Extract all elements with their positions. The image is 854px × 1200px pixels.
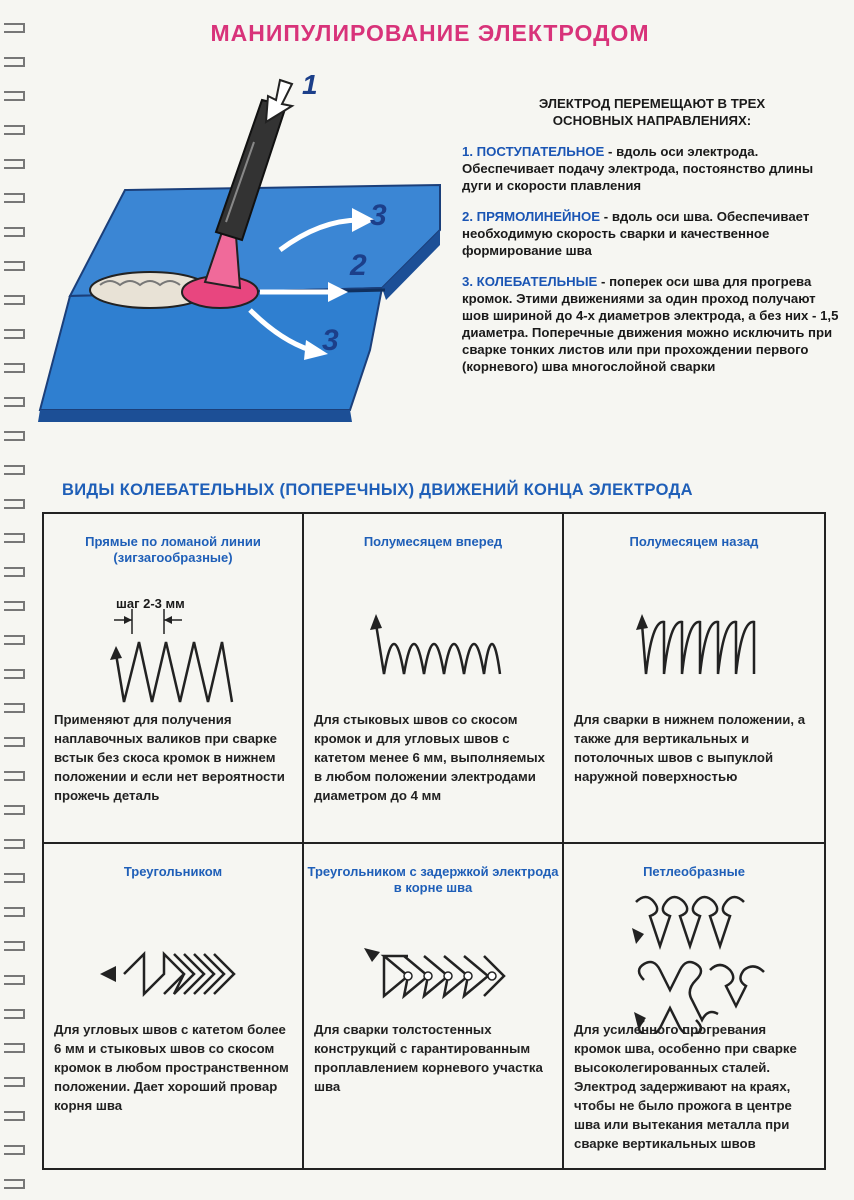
- arrow-1-label: 1: [302, 69, 318, 100]
- loops-top-arrow-icon: [632, 928, 644, 944]
- triangle-delay-diagram: [304, 894, 564, 1034]
- intro-heading: ЭЛЕКТРОД ПЕРЕМЕЩАЮТ В ТРЕХ ОСНОВНЫХ НАПРАВЛЕНИЯХ:: [538, 96, 766, 128]
- cell-triangle: Треугольником Для угловых швов с катетом более 6 мм и стыковых швов со скосом кромок в любом пространственном положении. Дает хороший провар корня шва: [44, 844, 304, 1168]
- plate-edge: [38, 410, 352, 422]
- cell-crescent-forward: Полумесяцем вперед Для стыковых швов со скосом кромок и для угловых швов с катетом менее 6 мм, выполняемых в любом положении электродами диаметром до 4 мм: [304, 514, 564, 844]
- electrode-illustration: [30, 60, 450, 430]
- cell-triangle-delay: Треугольником с задержкой электрода в корне шва Для сварки толстостенных конструкций с гарантированным проплавлением корневого участка шва: [304, 844, 564, 1168]
- arrow-2-label: 2: [350, 249, 367, 282]
- cell-crescent-back: Полумесяцем назад Для сварки в нижнем положении, а также для вертикальных и потолочных швов с выпуклой наружной поверхностью: [564, 514, 824, 844]
- cell-zigzag: Прямые по ломаной линии (зигзагообразные) шаг 2-3 мм Применяют для получения наплавочных валиков при сварке встык без скоса кромок в нижнем положении и если нет вероятности прожечь деталь: [44, 514, 304, 844]
- intro-text: [462, 95, 842, 389]
- arrow-3-bottom-label: 3: [322, 324, 339, 357]
- crescent-back-arrow-icon: [636, 614, 648, 630]
- triangle-direction-arrow-icon: [100, 966, 116, 982]
- triangle-delay-arrow-icon: [364, 948, 380, 962]
- direction-oscillating: 3. КОЛЕБАТЕЛЬНЫЕ - поперек оси шва для прогрева кромок. Этими движениями за один проход получают шов шириной до 4-х диаметров электрода, а без них - 1,5 диаметра. Поперечные движения можно исключить при сварке тонких листов или при прохождении первого (корневого) шва многослойной сварки: [462, 274, 839, 374]
- triangle-diagram: [44, 894, 304, 1034]
- direction-linear: 2. ПРЯМОЛИНЕЙНОЕ - вдоль оси шва. Обеспечивает необходимую скорость сварки и качественное формирование шва: [462, 209, 810, 258]
- loops-diagram: [564, 894, 824, 1034]
- section-title: ВИДЫ КОЛЕБАТЕЛЬНЫХ (ПОПЕРЕЧНЫХ) ДВИЖЕНИЙ КОНЦА ЭЛЕКТРОДА: [62, 481, 693, 499]
- arrow-3-top-label: 3: [370, 199, 387, 232]
- direction-translational: 1. ПОСТУПАТЕЛЬНОЕ - вдоль оси электрода. Обеспечивает подачу электрода, постоянство длины дуги и скорости плавления: [462, 144, 814, 193]
- zigzag-direction-arrow-icon: [110, 646, 122, 660]
- page-title: МАНИПУЛИРОВАНИЕ ЭЛЕКТРОДОМ: [210, 20, 650, 46]
- step-label: шаг 2-3 мм: [116, 596, 185, 611]
- crescent-forward-diagram: [304, 574, 564, 704]
- crescent-back-diagram: [564, 574, 824, 704]
- cell-loops: Петлеобразные Для усиленного прогревания кромок шва, особенно при сварке высоколегированных сталей. Электрод задерживают на краях, чтобы не было прожога в центре шва или вытекания металла при сварке вертикальных швов: [564, 844, 824, 1168]
- crescent-forward-arrow-icon: [370, 614, 382, 630]
- zigzag-diagram: [44, 574, 304, 704]
- motion-types-table: [42, 512, 826, 1170]
